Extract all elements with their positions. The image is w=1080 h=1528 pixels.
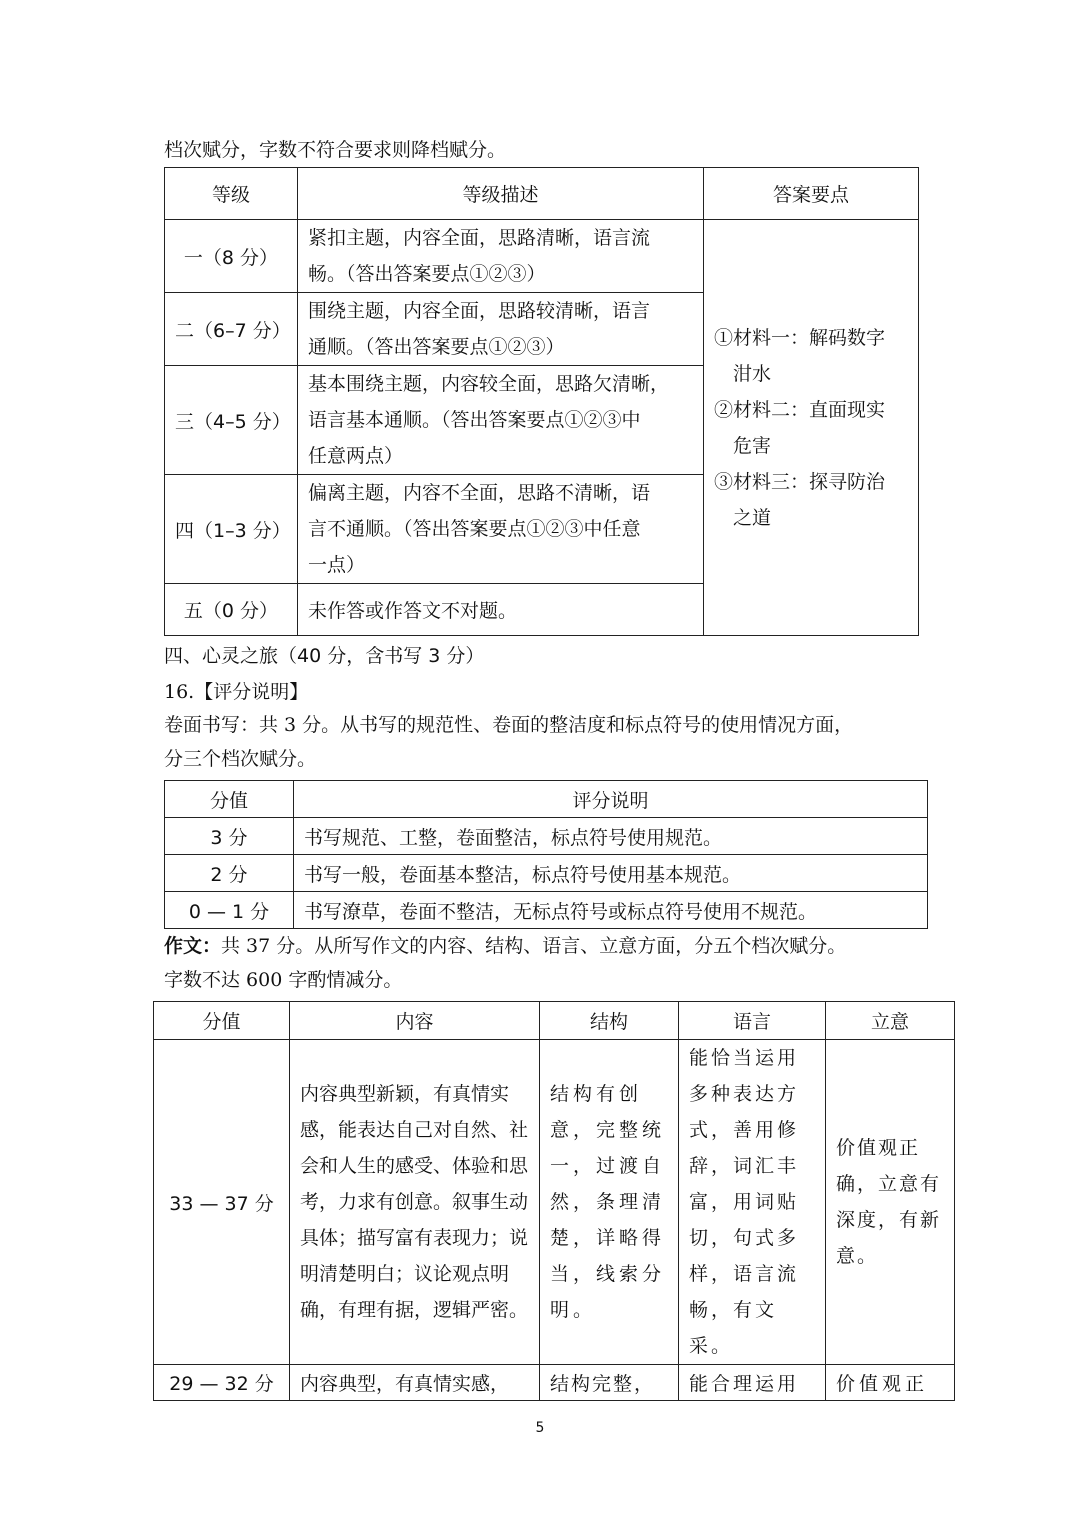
page-number: 5 <box>535 1420 545 1436</box>
explanation-cell: 书写潦草，卷面不整洁，无标点符号或标点符号使用不规范。 <box>294 892 928 929</box>
header-description: 等级描述 <box>298 168 704 220</box>
grade-desc-cell: 基本围绕主题，内容较全面，思路欠清晰， 语言基本通顺。（答出答案要点①②③中 任意两点） <box>298 366 704 475</box>
theme-cell: 价值观正 <box>826 1365 955 1401</box>
score-cell: 2 分 <box>165 855 294 892</box>
q16-title: 16.【评分说明】 <box>164 681 309 703</box>
content-cell: 内容典型，有真情实感， <box>290 1365 540 1401</box>
header-theme: 立意 <box>826 1002 955 1040</box>
header-key-points: 答案要点 <box>704 168 919 220</box>
explanation-cell: 书写规范、工整，卷面整洁，标点符号使用规范。 <box>294 818 928 855</box>
content-cell: 内容典型新颖，有真情实感，能表达自己对自然、社会和人生的感受、体验和思考，力求有创意。叙事生动具体；描写富有表现力；说明清楚明白；议论观点明确，有理有据，逻辑严密。 <box>290 1040 540 1365</box>
theme-cell: 价值观正确，立意有深度，有新意。 <box>826 1040 955 1365</box>
grade-desc-cell: 偏离主题，内容不全面，思路不清晰，语 言不通顺。（答出答案要点①②③中任意 一点） <box>298 475 704 584</box>
explanation-cell: 书写一般，卷面基本整洁，标点符号使用基本规范。 <box>294 855 928 892</box>
handwriting-table <box>164 780 928 929</box>
essay-line2: 字数不达 600 字酌情减分。 <box>164 969 403 991</box>
score-cell: 33 — 37 分 <box>154 1040 290 1365</box>
structure-cell: 结构完整， <box>540 1365 679 1401</box>
header-score: 分值 <box>154 1002 290 1040</box>
score-cell: 29 — 32 分 <box>154 1365 290 1401</box>
grade-cell: 二（6–7 分） <box>165 293 298 366</box>
header-language: 语言 <box>679 1002 826 1040</box>
score-cell: 3 分 <box>165 818 294 855</box>
language-cell: 能恰当运用多种表达方式，善用修辞，词汇丰富，用词贴切，句式多样，语言流畅，有文采。 <box>679 1040 826 1365</box>
essay-text: 共 37 分。从所写作文的内容、结构、语言、立意方面，分五个档次赋分。 <box>221 935 847 957</box>
grade-cell: 一（8 分） <box>165 220 298 293</box>
handwriting-line1: 卷面书写：共 3 分。从书写的规范性、卷面的整洁度和标点符号的使用情况方面， <box>164 714 854 736</box>
score-cell: 0 — 1 分 <box>165 892 294 929</box>
grade-desc-cell: 紧扣主题，内容全面，思路清晰，语言流 畅。（答出答案要点①②③） <box>298 220 704 293</box>
grade-desc-cell: 未作答或作答文不对题。 <box>298 584 704 636</box>
grade-cell: 五（0 分） <box>165 584 298 636</box>
section4-title: 四、心灵之旅（40 分，含书写 3 分） <box>164 645 485 667</box>
language-cell: 能合理运用 <box>679 1365 826 1401</box>
structure-cell: 结构有创意，完整统一，过渡自然，条理清楚，详略得当，线索分明。 <box>540 1040 679 1365</box>
grade-cell: 三（4–5 分） <box>165 366 298 475</box>
header-score: 分值 <box>165 781 294 818</box>
handwriting-line2: 分三个档次赋分。 <box>164 748 317 770</box>
grade-table <box>164 167 919 636</box>
intro-line: 档次赋分，字数不符合要求则降档赋分。 <box>164 139 507 161</box>
header-explanation: 评分说明 <box>294 781 928 818</box>
header-structure: 结构 <box>540 1002 679 1040</box>
essay-label: 作文： <box>164 935 222 957</box>
essay-table <box>153 1001 955 1401</box>
header-grade: 等级 <box>165 168 298 220</box>
grade-cell: 四（1–3 分） <box>165 475 298 584</box>
header-content: 内容 <box>290 1002 540 1040</box>
key-points-cell: ①材料一：解码数字 泔水 ②材料二：直面现实 危害 ③材料三：探寻防治 之道 <box>704 220 919 636</box>
grade-desc-cell: 围绕主题，内容全面，思路较清晰，语言 通顺。（答出答案要点①②③） <box>298 293 704 366</box>
essay-line1 <box>164 934 846 958</box>
